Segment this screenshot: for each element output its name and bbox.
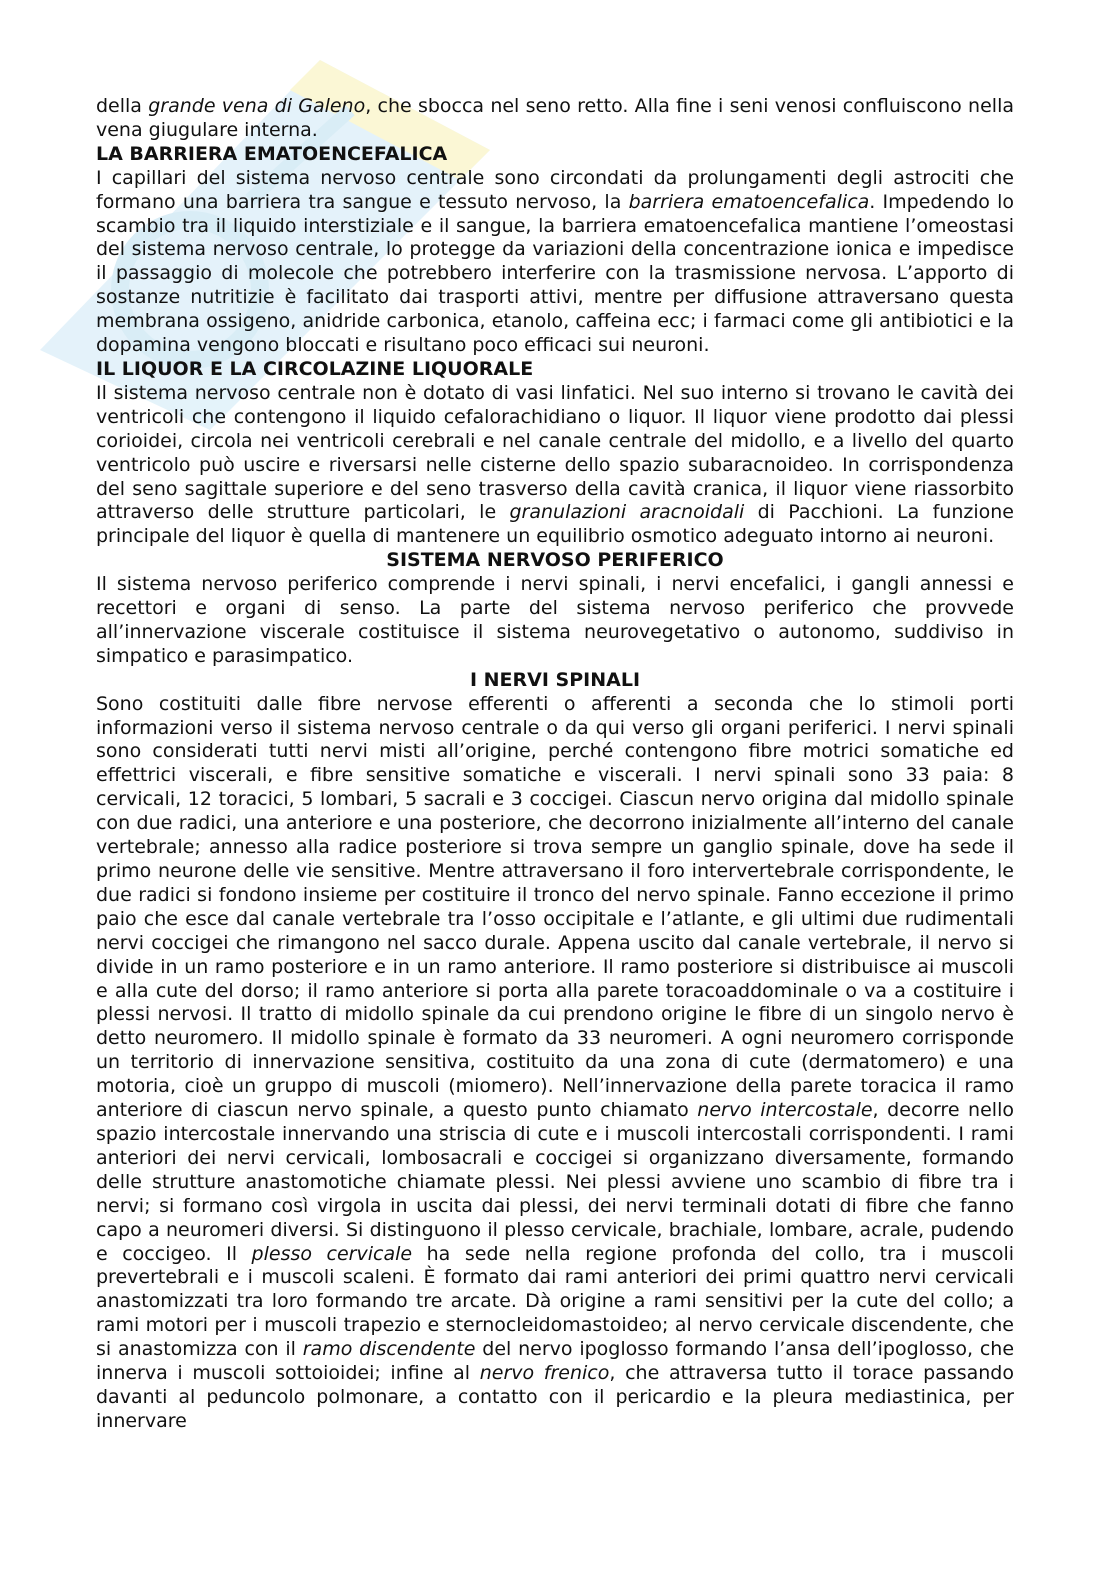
text-run: Il sistema nervoso periferico comprende i nervi spinali, i nervi encefalici, i gangli annessi e recettori e organi di senso. La parte del sistema nervoso periferico che provvede all’innervazione viscerale costituisce il sistema neurovegetativo o autonomo, suddiviso in simpatico e parasimpatico.	[96, 573, 1014, 667]
section-heading: SISTEMA NERVOSO PERIFERICO	[386, 549, 724, 572]
italic-term: barriera ematoencefalica	[628, 190, 870, 213]
text-run: ha sede nella regione profonda del collo, tra i muscoli prevertebrali e i muscoli scaleni. È formato dai rami anteriori dei primi quattro nervi cervicali anastomizzati tra loro formando tre arcate. Dà origine a rami sensitivi per la cute del collo; a rami motori per i muscoli trapezio e sternocleidomastoideo; al nervo cervicale discendente, che si anastomizza con il	[96, 1242, 1014, 1361]
italic-term: grande vena di Galeno	[148, 95, 366, 117]
text-run: , decorre nello spazio intercostale innervando una striscia di cute e i muscoli intercostali corrispondenti. I rami anteriori dei nervi cervicali, lombosacrali e coccigei si organizzano diversamente, formando delle strutture anastomotiche chiamate plessi. Nei plessi avviene uno scambio di fibre tra i nervi; si formano così virgola in uscita dai plessi, dei nervi terminali dotati di fibre che fanno capo a neuromeri diversi. Si distinguono il plesso cervicale, brachiale, lombare, acrale, pudendo e coccigeo. Il	[96, 1099, 1014, 1265]
text-run: del nervo ipoglosso formando l’ansa dell’ipoglosso, che innerva i muscoli sottoioidei; infine al	[96, 1338, 1015, 1385]
text-run: , che sbocca nel seno retto. Alla fine i seni venosi confluiscono nella vena giugulare interna.	[96, 95, 1014, 141]
italic-term: ramo discendente	[302, 1338, 476, 1361]
section-heading: IL LIQUOR E LA CIRCOLAZINE LIQUORALE	[96, 357, 534, 380]
text-run: . Impedendo lo scambio tra il liquido interstiziale e il sangue, la barriera ematoencefalica mantiene l’omeostasi del sistema nervoso centrale, lo protegge da variazioni della concentrazione ionica e impedisce il passaggio di molecole che potrebbero interferire con la trasmissione nervosa. L’apporto di sostanze nutritizie è facilitato dai trasporti attivi, mentre per diffusione attraversano questa membrana ossigeno, anidride carbonica, etanolo, caffeina ecc; i farmaci come gli antibiotici e la dopamina vengono bloccati e risultano poco efficaci sui neuroni.	[96, 190, 1014, 357]
text-run: di Pacchioni. La funzione principale del liquor è quella di mantenere un equilibrio osmotico adeguato intorno ai neuroni.	[96, 501, 1014, 548]
paragraph	[96, 167, 1014, 358]
text-run: Sono costituiti dalle fibre nervose efferenti o afferenti a seconda che lo stimoli porti informazioni verso il sistema nervoso centrale o da qui verso gli organi periferici. I nervi spinali sono considerati tutti nervi misti all’origine, perché contengono fibre motrici somatiche ed effettrici viscerali, e fibre sensitive somatiche e viscerali. I nervi spinali sono 33 paia: 8 cervicali, 12 toracici, 5 lombari, 5 sacrali e 3 coccigei. Ciascun nervo origina dal midollo spinale con due radici, una anteriore e una posteriore, che decorrono inizialmente all’interno del canale vertebrale; annesso alla radice posteriore si trova sempre un ganglio spinale, dove ha sede il primo neurone delle vie sensitive. Mentre attraversano il foro intervertebrale corrispondente, le due radici si fondono insieme per costituire il tronco del nervo spinale. Fanno eccezione il primo paio che esce dal canale vertebrale tra l’osso occipitale e l’atlante, e gli ultimi due rudimentali nervi coccigei che rimangono nel sacco durale. Appena uscito dal canale vertebrale, il nervo si divide in un ramo posteriore e in un ramo anteriore. Il ramo posteriore si distribuisce ai muscoli e alla cute del dorso; il ramo anteriore si porta alla parete toracoaddominale o va a costituire i plessi nervosi. Il tratto di midollo spinale da cui prendono origine le fibre di un singolo nervo è detto neuromero. Il midollo spinale è formato da 33 neuromeri. A ogni neuromero corrisponde un territorio di innervazione sensitiva, costituito da una zona di cute (dermatomero) e una motoria, cioè un gruppo di muscoli (miomero). Nell’innervazione della parete toracica il ramo anteriore di ciascun nervo spinale, a questo punto chiamato	[96, 692, 1014, 1122]
italic-term: granulazioni aracnoidali	[509, 501, 745, 524]
text-run: , che attraversa tutto il torace passando davanti al peduncolo polmonare, a contatto con il pericardio e la pleura mediastinica, per innervare	[96, 1362, 1014, 1432]
paragraph	[96, 95, 1014, 143]
text-run: I capillari del sistema nervoso centrale sono circondati da prolungamenti degli astrociti che formano una barriera tra sangue e tessuto nervoso, la	[96, 166, 1014, 213]
italic-term: nervo frenico	[479, 1362, 610, 1385]
italic-term: plesso cervicale	[251, 1242, 413, 1265]
paragraph	[96, 382, 1014, 549]
paragraph	[96, 693, 1014, 1434]
section-heading: LA BARRIERA EMATOENCEFALICA	[96, 142, 448, 165]
italic-term: nervo intercostale	[697, 1099, 873, 1122]
document-body	[96, 95, 1014, 1434]
section-heading: I NERVI SPINALI	[469, 668, 641, 691]
paragraph	[96, 573, 1014, 669]
text-run: della	[96, 95, 149, 117]
text-run: Il sistema nervoso centrale non è dotato di vasi linfatici. Nel suo interno si trovano le cavità dei ventricoli che contengono il liquido cefalorachidiano o liquor. Il liquor viene prodotto dai plessi corioidei, circola nei ventricoli cerebrali e nel canale centrale del midollo, e a livello del quarto ventricolo può uscire e riversarsi nelle cisterne dello spazio subaracnoideo. In corrispondenza del seno sagittale superiore e del seno trasverso della cavità cranica, il liquor viene riassorbito attraverso delle strutture particolari, le	[96, 381, 1014, 524]
